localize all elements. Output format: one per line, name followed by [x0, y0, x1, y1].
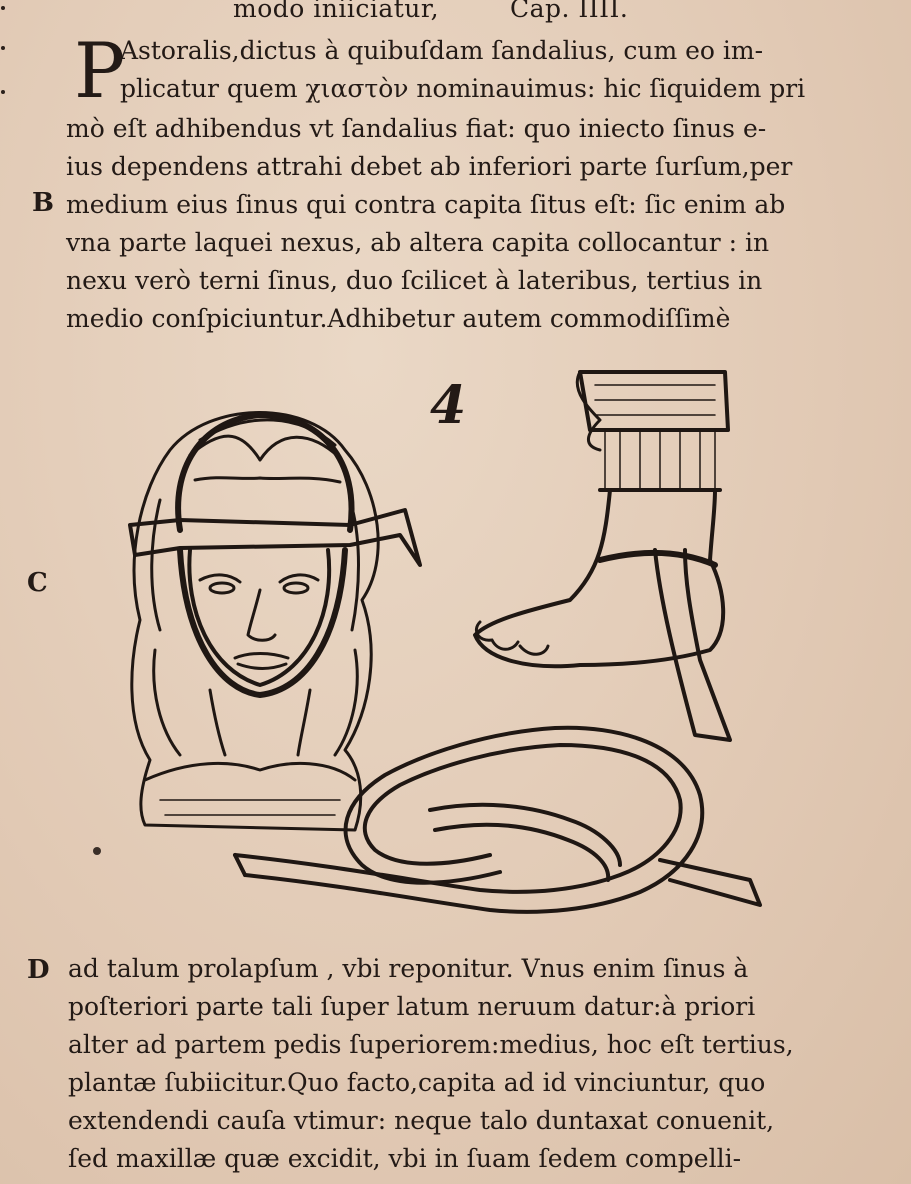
figure-number: 4	[430, 375, 467, 436]
text-line: extendendi cauſa vtimur: neque talo duntaxat conuenit,	[68, 1106, 775, 1135]
text-line: vna parte laquei nexus, ab altera capita collocantur : in	[66, 228, 770, 257]
margin-letter-b: B	[32, 188, 54, 218]
header-title: modo iniiciatur,	[233, 0, 440, 23]
running-header	[0, 0, 911, 28]
margin-letter-c: C	[27, 568, 48, 598]
head-bust-figure	[130, 413, 420, 831]
margin-letter-d: D	[27, 955, 50, 985]
text-line: Astoralis,dictus à quibuſdam ſandalius, cum eo im-	[120, 36, 764, 65]
header-chapter: Cap. IIII.	[510, 0, 629, 23]
text-line: ad talum prolapſum , vbi reponitur. Vnus enim ſinus à	[68, 954, 749, 983]
text-line: medio conſpiciuntur.Adhibetur autem commodiſſimè	[66, 304, 731, 333]
text-line: plantæ ſubiicitur.Quo facto,capita ad id vinciuntur, quo	[68, 1068, 766, 1097]
text-line: plicatur quem χιαστὸν nominauimus: hic ſiquidem pri	[120, 74, 806, 103]
text-line: mò eſt adhibendus vt ſandalius fiat: quo iniecto ſinus e-	[66, 114, 767, 143]
text-line: ius dependens attrahi debet ab inferiori parte ſurſum,per	[66, 152, 793, 181]
text-line: ſed maxillæ quæ excidit, vbi in ſuam ſedem compelli-	[68, 1144, 742, 1173]
pastoralis-knot-figure	[235, 728, 760, 912]
drop-cap: P	[74, 26, 126, 115]
text-line: alter ad partem pedis ſuperiorem:medius, hoc eſt tertius,	[68, 1030, 794, 1059]
text-line: poſteriori parte tali ſuper latum neruum datur:à priori	[68, 992, 756, 1021]
bandaged-foot-figure	[475, 372, 730, 740]
woodcut-illustration	[100, 360, 800, 940]
ink-spot	[93, 847, 101, 855]
text-line: medium eius ſinus qui contra capita ſitus eſt: ſic enim ab	[66, 190, 786, 219]
text-line: nexu verò terni ſinus, duo ſcilicet à lateribus, tertius in	[66, 266, 763, 295]
